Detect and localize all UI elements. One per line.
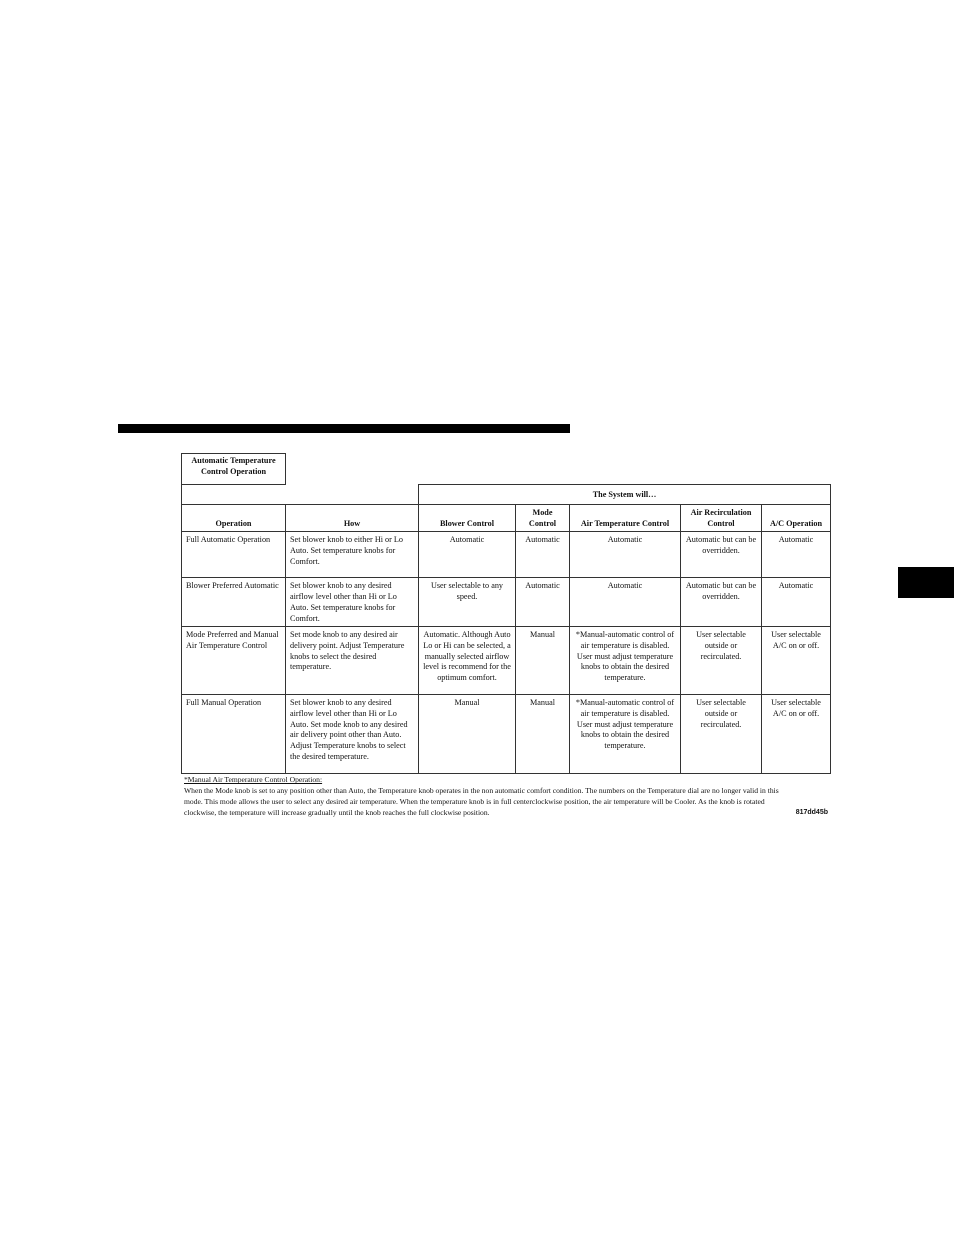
chapter-tab: [898, 567, 954, 598]
cell-operation: Full Automatic Operation: [182, 532, 286, 578]
cell-how: Set mode knob to any desired air delivery point. Adjust Temperature knobs to select the desired temperature.: [286, 627, 419, 695]
cell-how: Set blower knob to any desired airflow level other than Hi or Lo Auto. Set mode knob to any desired air delivery point other than Auto. Adjust Temperature knobs to select the desired temperature.: [286, 695, 419, 774]
table-row: [182, 627, 831, 695]
spacer-cell: [182, 485, 419, 505]
cell-operation: Full Manual Operation: [182, 695, 286, 774]
header-air-temperature-control: Air Temperature Control: [570, 505, 681, 532]
cell-operation: Blower Preferred Automatic: [182, 578, 286, 627]
cell-how: Set blower knob to any desired airflow level other than Hi or Lo Auto. Set temperature knobs for Comfort.: [286, 578, 419, 627]
table-row: [182, 578, 831, 627]
cell-air-temp: *Manual-automatic control of air temperature is disabled. User must adjust temperature knobs to obtain the desired temperature.: [570, 627, 681, 695]
system-will-header: The System will…: [419, 485, 831, 505]
table-title: Automatic Temperature Control Operation: [182, 454, 286, 485]
atc-operation-table: [181, 453, 831, 774]
figure-id: 817dd45b: [795, 808, 828, 816]
footnote-text: When the Mode knob is set to any position other than Auto, the Temperature knob operates in the non automatic comfort condition. The numbers on the Temperature dial are no longer valid in this mode. This mode allows the user to select any desired air temperature. When the temperature knob is in full centerclockwise position, the air temperature will be Cooler. As the knob is rotated clockwise, the temperature will increase gradually until the knob reaches the full clockwise position.: [184, 786, 779, 817]
header-mode-control: Mode Control: [516, 505, 570, 532]
cell-recirc: Automatic but can be overridden.: [681, 578, 762, 627]
cell-recirc: User selectable outside or recirculated.: [681, 627, 762, 695]
cell-blower: User selectable to any speed.: [419, 578, 516, 627]
cell-mode: Manual: [516, 627, 570, 695]
header-blower-control: Blower Control: [419, 505, 516, 532]
cell-air-temp: Automatic: [570, 532, 681, 578]
table-row: [182, 532, 831, 578]
cell-blower: Manual: [419, 695, 516, 774]
cell-recirc: Automatic but can be overridden.: [681, 532, 762, 578]
atc-figure: [181, 453, 830, 818]
cell-ac: User selectable A/C on or off.: [762, 695, 831, 774]
footnote-title: *Manual Air Temperature Control Operation:: [184, 775, 323, 785]
footnote: [181, 775, 830, 818]
cell-how: Set blower knob to either Hi or Lo Auto. Set temperature knobs for Comfort.: [286, 532, 419, 578]
table-row: [182, 695, 831, 774]
section-rule: [118, 424, 570, 433]
blank-cell: [286, 454, 831, 485]
header-operation: Operation: [182, 505, 286, 532]
cell-blower: Automatic: [419, 532, 516, 578]
cell-blower: Automatic. Although Auto Lo or Hi can be selected, a manually selected airflow level is recommend for the optimum comfort.: [419, 627, 516, 695]
cell-mode: Automatic: [516, 578, 570, 627]
cell-mode: Automatic: [516, 532, 570, 578]
header-how: How: [286, 505, 419, 532]
cell-recirc: User selectable outside or recirculated.: [681, 695, 762, 774]
cell-air-temp: Automatic: [570, 578, 681, 627]
cell-operation: Mode Preferred and Manual Air Temperature Control: [182, 627, 286, 695]
header-ac-operation: A/C Operation: [762, 505, 831, 532]
cell-ac: Automatic: [762, 578, 831, 627]
cell-ac: User selectable A/C on or off.: [762, 627, 831, 695]
cell-ac: Automatic: [762, 532, 831, 578]
header-air-recirculation-control: Air Recirculation Control: [681, 505, 762, 532]
cell-air-temp: *Manual-automatic control of air temperature is disabled. User must adjust temperature knobs to obtain the desired temperature.: [570, 695, 681, 774]
cell-mode: Manual: [516, 695, 570, 774]
